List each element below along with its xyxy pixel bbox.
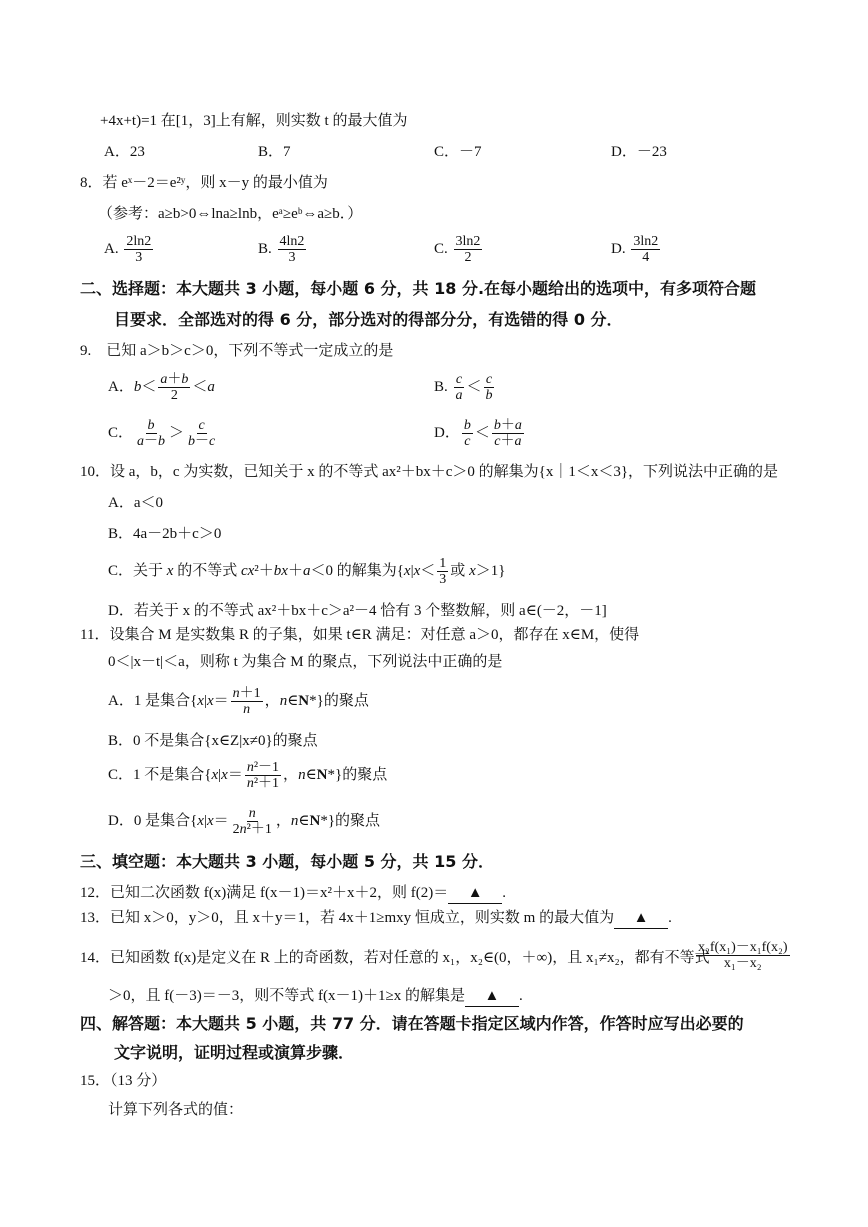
q14-text-cont: ＞0，且 f(－3)＝－3，则不等式 f(x－1)＋1≥x 的解集是	[108, 988, 465, 1004]
q11-stem-cont: 0＜|x－t|＜a，则称 t 为集合 M 的聚点，下列说法中正确的是	[108, 654, 503, 670]
section-3-heading: 三、填空题：本大题共 3 小题，每小题 5 分，共 15 分．	[80, 852, 494, 871]
q14-text: 14．已知函数 f(x)是定义在 R 上的奇函数，若对任意的 x₁，x₂∈(0，＋∞)，且 x₁≠x₂，都有不等式	[80, 950, 710, 966]
answer-blank: ▲	[448, 883, 502, 904]
q8-option-d	[611, 234, 662, 265]
q10-option-d: D．若关于 x 的不等式 ax²＋bx＋c＞a²－4 恰有 3 个整数解，则 a∈(－2，－1]	[108, 603, 607, 619]
option-letter: B.	[258, 240, 272, 257]
q9-option-d: D． $\frac{b}{c}$ ＜ $\frac{b+a}{c+a}$	[434, 418, 522, 449]
fraction	[278, 234, 307, 265]
q12-stem	[80, 883, 506, 904]
q11-stem: 11．设集合 M 是实数集 R 的子集，如果 t∈R 满足：对任意 a＞0，都存在 x∈M，使得	[80, 627, 640, 643]
option-letter: D.	[611, 240, 626, 257]
q7-option-c: C．－7	[434, 144, 482, 160]
numerator: 2ln2	[126, 234, 152, 249]
q13-stem	[80, 908, 672, 929]
q9-stem: 9. 已知 a＞b＞c＞0，下列不等式一定成立的是	[80, 343, 394, 359]
numerator: 4ln2	[279, 234, 305, 249]
q11-option-c: C．1 不是集合{x|x＝ $\frac{\text{n²－1}}{\text{n²＋1}}$ ，n∈N*}的聚点	[108, 760, 388, 791]
q10-option-b: B．4a－2b＋c＞0	[108, 526, 222, 542]
q9-option-c: C． $\frac{b}{a-b}$ ＞ $\frac{c}{b-c}$	[108, 418, 216, 449]
q10-stem: 10．设 a，b，c 为实数，已知关于 x 的不等式 ax²＋bx＋c＞0 的解集为{x｜1＜x＜3}，下列说法中正确的是	[80, 464, 779, 480]
q13-text: 13．已知 x＞0，y＞0，且 x＋y＝1，若 4x＋1≥mxy 恒成立，则实数 m 的最大值为	[80, 910, 615, 926]
q8-reference: （参考：a≥b>0⇔lna≥lnb，eᵃ≥eᵇ⇔a≥b．）	[98, 206, 363, 222]
section-4-heading-cont: 文字说明，证明过程或演算步骤．	[114, 1043, 355, 1062]
section-4-heading: 四、解答题：本大题共 5 小题，共 77 分．请在答题卡指定区域内作答，作答时应写出必要的	[80, 1014, 744, 1033]
option-letter: A.	[104, 240, 119, 257]
answer-blank: ▲	[465, 986, 519, 1007]
q15-label: 15．（13 分）	[80, 1073, 167, 1089]
denominator: 2	[464, 250, 472, 265]
q15-body: 计算下列各式的值：	[108, 1102, 244, 1118]
q8-option-c	[434, 234, 484, 265]
denominator: 3	[135, 250, 143, 265]
q7-option-a: A．23	[104, 144, 145, 160]
q7-option-d: D．－23	[611, 144, 667, 160]
fraction	[124, 234, 153, 265]
q14-stem-cont	[108, 986, 523, 1007]
fraction	[696, 940, 790, 971]
answer-blank: ▲	[614, 908, 668, 929]
q11-option-b: B．0 不是集合{x∈Z|x≠0}的聚点	[108, 733, 318, 749]
period: .	[518, 988, 523, 1004]
q8-option-b	[258, 234, 308, 265]
q8-option-a	[104, 234, 155, 265]
q14-fraction	[694, 940, 792, 971]
q11-option-a: A．1 是集合{x|x＝ $\frac{n+1}{n}$ ，n∈N*}的聚点	[108, 686, 369, 717]
period: .	[502, 885, 506, 901]
section-2-heading-cont: 目要求．全部选对的得 6 分，部分选对的得部分分，有选错的得 0 分．	[114, 310, 623, 329]
numerator: 3ln2	[455, 234, 481, 249]
denominator: 4	[642, 250, 650, 265]
denominator: x₁－x₂	[723, 956, 762, 971]
q7-continuation: +4x+t)=1 在[1，3]上有解，则实数 t 的最大值为	[100, 113, 408, 129]
denominator: 3	[288, 250, 296, 265]
q8-stem: 8．若 eˣ－2＝e²ʸ，则 x－y 的最小值为	[80, 175, 328, 191]
q9-option-a: A．b＜ $\frac{a+b}{2}$ ＜a	[108, 372, 215, 403]
period: .	[668, 910, 672, 926]
numerator: 3ln2	[633, 234, 659, 249]
q10-option-c: C．关于 x 的不等式 cx²＋bx＋a＜0 的解集为{x|x＜ $\frac{1}{3}$ 或 x＞1}	[108, 556, 506, 587]
section-2-heading: 二、选择题：本大题共 3 小题，每小题 6 分，共 18 分.在每小题给出的选项中，有多项符合题	[80, 279, 757, 298]
q12-text: 12．已知二次函数 f(x)满足 f(x－1)＝x²＋x＋2，则 f(2)＝	[80, 885, 449, 901]
option-letter: C.	[434, 240, 448, 257]
q14-stem	[80, 948, 710, 968]
q11-option-d: D．0 是集合{x|x＝ $\frac{n}{\text{2n²＋1}}$ ，n∈N*}的聚点	[108, 806, 381, 837]
q9-option-b: B. $\frac{c}{a}$ ＜ $\frac{c}{b}$	[434, 372, 493, 403]
fraction	[631, 234, 660, 265]
numerator: x₂f(x₁)－x₁f(x₂)	[698, 940, 788, 955]
fraction	[454, 234, 483, 265]
q7-option-b: B．7	[258, 144, 291, 160]
q10-option-a: A．a＜0	[108, 495, 163, 511]
